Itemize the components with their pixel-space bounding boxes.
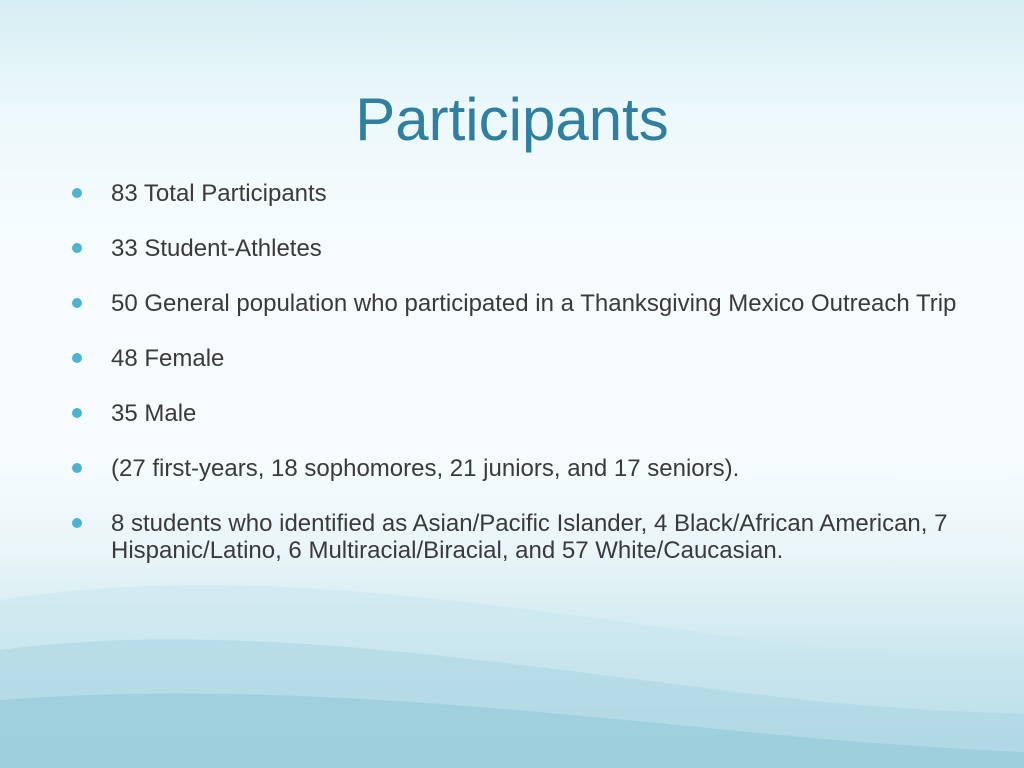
slide-title: Participants: [355, 86, 669, 153]
bullet-dot-icon: [72, 408, 82, 418]
bullet-dot-icon: [72, 188, 82, 198]
bullet-text: 48 Female: [111, 345, 225, 372]
bullet-dot-icon: [72, 463, 82, 473]
bullet-dot-icon: [72, 353, 82, 363]
bullet-text: 8 students who identified as Asian/Pacific Islander, 4 Black/African American, 7 Hispanic/Latino, 6 Multiracial/Biracial, and 57 White/Caucasian.: [111, 510, 948, 564]
bullet-list: [72, 180, 962, 592]
bullet-dot-icon: [72, 518, 82, 528]
bullet-item: [72, 345, 962, 372]
bullet-text: 33 Student-Athletes: [111, 235, 322, 262]
bullet-item: [72, 455, 962, 482]
bullet-dot-icon: [72, 298, 82, 308]
bullet-text: 35 Male: [111, 400, 197, 427]
bullet-dot-icon: [72, 243, 82, 253]
bullet-item: [72, 400, 962, 427]
bullet-item: [72, 235, 962, 262]
bullet-item: [72, 510, 962, 564]
bullet-text: (27 first-years, 18 sophomores, 21 juniors, and 17 seniors).: [111, 455, 740, 482]
bullet-text: 50 General population who participated in a Thanksgiving Mexico Outreach Trip: [111, 290, 957, 317]
bullet-item: [72, 290, 962, 317]
bullet-item: [72, 180, 962, 207]
bullet-text: 83 Total Participants: [111, 180, 327, 207]
